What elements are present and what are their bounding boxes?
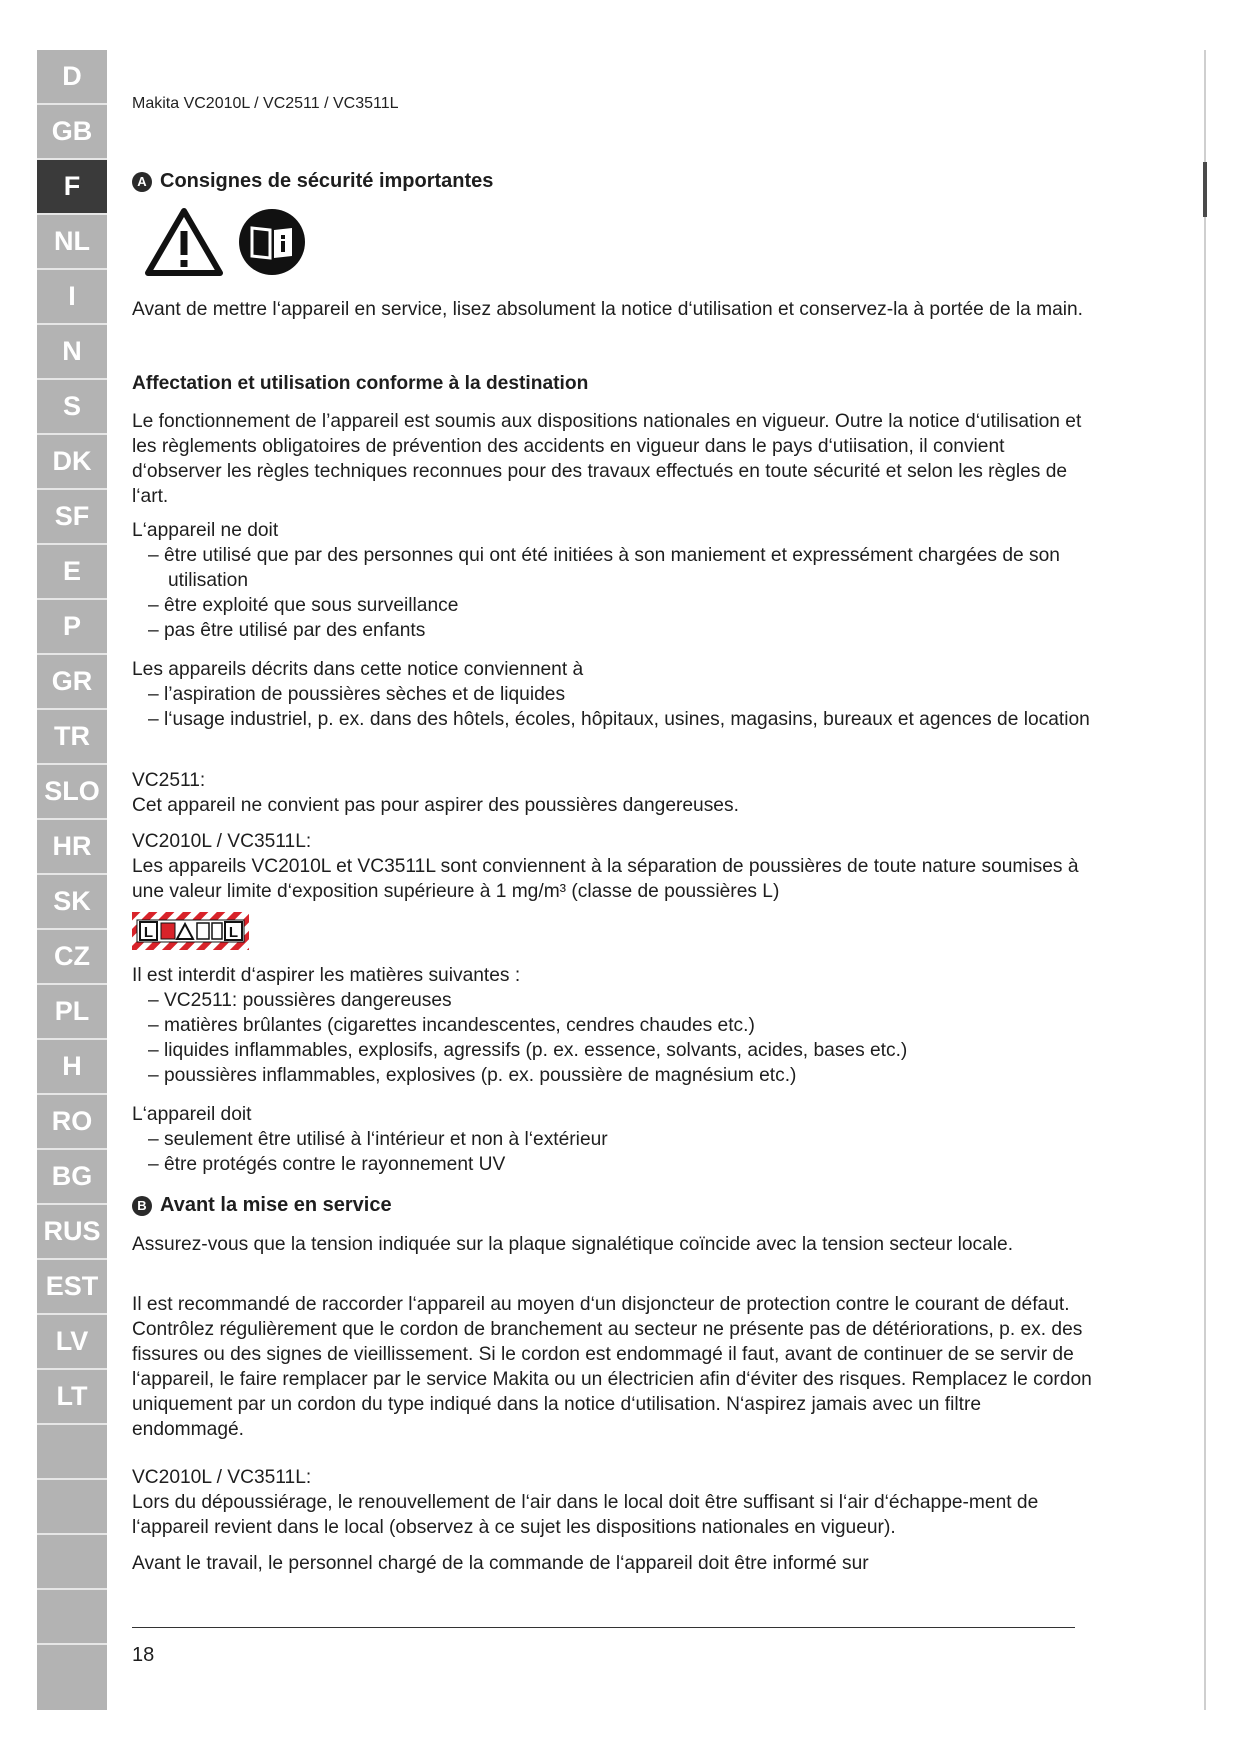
lang-tab-cz[interactable]: CZ [37, 930, 107, 985]
before-work-paragraph: Avant le travail, le personnel chargé de la commande de l‘appareil doit être informé sur [132, 1553, 869, 1574]
lang-tab-pl[interactable]: PL [37, 985, 107, 1040]
badge-letter-right: L [228, 924, 239, 941]
model-header: Makita VC2010L / VC2511 / VC3511L [132, 95, 399, 112]
ne-doit-intro: L‘appareil ne doit [132, 520, 279, 541]
lang-tab-tr[interactable]: TR [37, 710, 107, 765]
lang-tab-dk[interactable]: DK [37, 435, 107, 490]
lang-tab-empty [37, 1480, 107, 1535]
list-item: – pas être utilisé par des enfants [148, 620, 426, 641]
read-manual-icon [238, 208, 306, 276]
section-b-title-text: Avant la mise en service [160, 1194, 392, 1216]
safety-icons [144, 207, 306, 277]
lang-tab-i[interactable]: I [37, 270, 107, 325]
right-margin-marker [1203, 162, 1207, 217]
lang-tab-s[interactable]: S [37, 380, 107, 435]
lang-tab-empty [37, 1645, 107, 1710]
list-item: – être protégés contre le rayonnement UV [148, 1154, 506, 1175]
footer-rule [132, 1627, 1075, 1628]
lang-tab-gb[interactable]: GB [37, 105, 107, 160]
lang-tab-slo[interactable]: SLO [37, 765, 107, 820]
section-a-letter-icon: A [132, 172, 152, 192]
section-b-title [132, 1194, 392, 1217]
lang-tab-sf[interactable]: SF [37, 490, 107, 545]
right-margin-rule [1204, 50, 1206, 1710]
lang-tab-lt[interactable]: LT [37, 1370, 107, 1425]
circuit-breaker-paragraph: Il est recommandé de raccorder l‘appareil au moyen d‘un disjoncteur de protection contre le courant de défaut. Contrôlez régulièrement que le cordon de branchement au secteur ne présente pas de détériorations, p. ex. des fissures ou des signes de vieillissement. Si le cordon est endommagé il faut, avant de continuer de se servir de l‘appareil, le faire remplacer par le service Makita ou un électricien afin d‘éviter des risques. Remplacez le cordon uniquement par un cordon du type indiqué dans la notice d‘utilisation. N‘aspirez jamais avec un filtre endommagé. [132, 1294, 1092, 1440]
language-sidebar [37, 50, 107, 1710]
list-item: – VC2511: poussières dangereuses [148, 990, 452, 1011]
list-item: – poussières inflammables, explosives (p. ex. poussière de magnésium etc.) [148, 1065, 797, 1086]
doit-intro: L‘appareil doit [132, 1104, 252, 1125]
lang-tab-rus[interactable]: RUS [37, 1205, 107, 1260]
lang-tab-p[interactable]: P [37, 600, 107, 655]
list-item: – liquides inflammables, explosifs, agressifs (p. ex. essence, solvants, acides, bases etc.) [148, 1040, 908, 1061]
lang-tab-empty [37, 1590, 107, 1645]
lang-tab-sk[interactable]: SK [37, 875, 107, 930]
regulations-paragraph: Le fonctionnement de l’appareil est soumis aux dispositions nationales en vigueur. Outre la notice d‘utilisation et les règlements obligatoires de prévention des accidents en vigueur dans le pays d‘utiisation, il convient d‘observer les règles techniques reconnues pour des travaux effectués en toute sécurité et selon les règles de l‘art. [132, 411, 1082, 507]
dust-class-l-badge [132, 912, 249, 950]
lang-tab-est[interactable]: EST [37, 1260, 107, 1315]
lang-tab-h[interactable]: H [37, 1040, 107, 1095]
vc2010-b-text: Lors du dépoussiérage, le renouvellement de l‘air dans le local doit être suffisant si l‘air d‘échappe-ment de l‘appareil revient dans le local (observez à ce sujet les dispositions nationales en vigueur). [132, 1492, 1039, 1538]
list-item: – seulement être utilisé à l‘intérieur et non à l‘extérieur [148, 1129, 608, 1150]
list-item: – être exploité que sous surveillance [148, 595, 459, 616]
lang-tab-empty [37, 1425, 107, 1480]
lang-tab-lv[interactable]: LV [37, 1315, 107, 1370]
voltage-paragraph: Assurez-vous que la tension indiquée sur la plaque signalétique coïncide avec la tension secteur locale. [132, 1234, 1014, 1255]
lang-tab-nl[interactable]: NL [37, 215, 107, 270]
lang-tab-ro[interactable]: RO [37, 1095, 107, 1150]
vc2511-text: Cet appareil ne convient pas pour aspirer des poussières dangereuses. [132, 795, 739, 816]
vc2511-label: VC2511: [132, 770, 206, 791]
lang-tab-f[interactable]: F [37, 160, 107, 215]
warning-triangle-icon [144, 207, 224, 277]
list-item: – être utilisé que par des personnes qui ont été initiées à son maniement et expressément chargées de son utilisation [148, 545, 1060, 591]
section-a-title-text: Consignes de sécurité importantes [160, 170, 494, 192]
interdit-intro: Il est interdit d‘aspirer les matières suivantes : [132, 965, 521, 986]
lang-tab-empty [37, 1535, 107, 1590]
section-b-letter-icon: B [132, 1196, 152, 1216]
list-item: – matières brûlantes (cigarettes incandescentes, cendres chaudes etc.) [148, 1015, 755, 1036]
conviennent-intro: Les appareils décrits dans cette notice conviennent à [132, 659, 584, 680]
vc2010-label: VC2010L / VC3511L: [132, 831, 312, 852]
intro-paragraph: Avant de mettre l‘appareil en service, lisez absolument la notice d‘utilisation et conservez-la à portée de la main. [132, 299, 1083, 320]
badge-letter-left: L [143, 924, 154, 941]
list-item: – l’aspiration de poussières sèches et de liquides [148, 684, 566, 705]
vc2010-b-label: VC2010L / VC3511L: [132, 1467, 312, 1488]
vc2010-text: Les appareils VC2010L et VC3511L sont conviennent à la séparation de poussières de toute nature soumises à une valeur limite d‘exposition supérieure à 1 mg/m³ (classe de poussières L) [132, 856, 1079, 902]
lang-tab-n[interactable]: N [37, 325, 107, 380]
section-a-title [132, 170, 493, 193]
lang-tab-e[interactable]: E [37, 545, 107, 600]
list-item: – l‘usage industriel, p. ex. dans des hôtels, écoles, hôpitaux, usines, magasins, bureaux et agences de location [148, 709, 1090, 730]
lang-tab-bg[interactable]: BG [37, 1150, 107, 1205]
page-number: 18 [132, 1644, 155, 1666]
lang-tab-gr[interactable]: GR [37, 655, 107, 710]
lang-tab-d[interactable]: D [37, 50, 107, 105]
usage-subheading: Affectation et utilisation conforme à la destination [132, 373, 589, 394]
lang-tab-hr[interactable]: HR [37, 820, 107, 875]
